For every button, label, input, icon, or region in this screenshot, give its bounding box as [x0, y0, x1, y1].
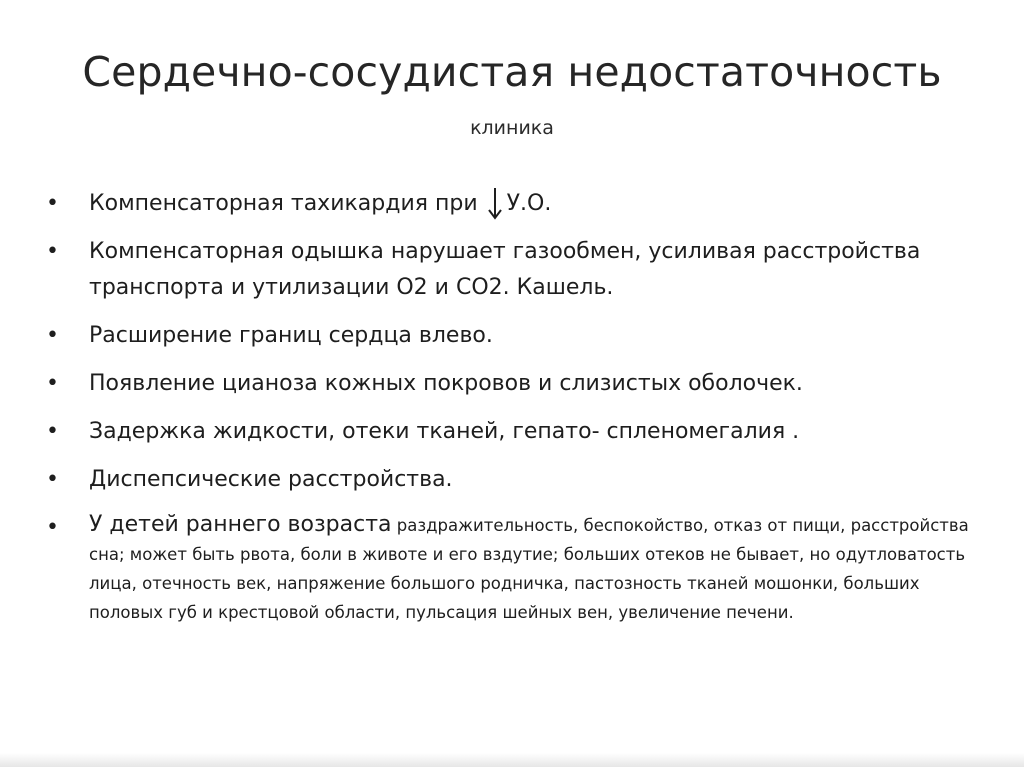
slide-subtitle: клиника — [470, 117, 554, 139]
bullet-text: Компенсаторная одышка нарушает газообмен, усиливая расстройства транспорта и утилизации О2 и СО2. Кашель. — [89, 239, 921, 300]
bullet-marker: • — [46, 515, 59, 540]
slide-title: Сердечно-сосудистая недостаточность — [82, 48, 942, 96]
bullet-item-young-children — [46, 510, 996, 627]
bullet-lead-text: У детей раннего возраста — [89, 512, 392, 537]
bullet-marker: • — [46, 371, 59, 396]
bullet-list — [46, 186, 996, 627]
bullet-item-dyspepsia — [46, 462, 996, 498]
bullet-item-cyanosis — [46, 366, 996, 402]
bullet-text: Диспепсические расстройства. — [89, 467, 453, 492]
bullet-item-heart-borders — [46, 318, 996, 354]
bullet-item-dyspnea — [46, 234, 996, 306]
bullet-text: Появление цианоза кожных покровов и слизистых оболочек. — [89, 371, 803, 396]
bullet-detail-text: раздражительность, беспокойство, отказ от пищи, расстройства сна; может быть рвота, боли в животе и его вздутие; больших отеков не бывает, но одутловатость лица, отечность век, напряжение большого родничка, пастозность тканей мошонки, больших половых губ и крестцовой области, пульсация шейных вен, увеличение печени. — [89, 516, 969, 622]
arrow-down-icon — [486, 186, 504, 220]
slide-bottom-shadow — [0, 753, 1024, 767]
bullet-marker: • — [46, 191, 59, 216]
bullet-marker: • — [46, 419, 59, 444]
bullet-marker: • — [46, 239, 59, 264]
bullet-paragraph — [89, 510, 996, 627]
bullet-text-after-arrow: У.О. — [506, 191, 552, 216]
bullet-item-tachycardia — [46, 186, 996, 222]
bullet-text: Задержка жидкости, отеки тканей, гепато- спленомегалия . — [89, 419, 800, 444]
bullet-marker: • — [46, 467, 59, 492]
bullet-item-fluid-retention — [46, 414, 996, 450]
bullet-marker: • — [46, 323, 59, 348]
bullet-text: Расширение границ сердца влево. — [89, 323, 493, 348]
bullet-text-before-arrow: Компенсаторная тахикардия при — [89, 191, 478, 216]
